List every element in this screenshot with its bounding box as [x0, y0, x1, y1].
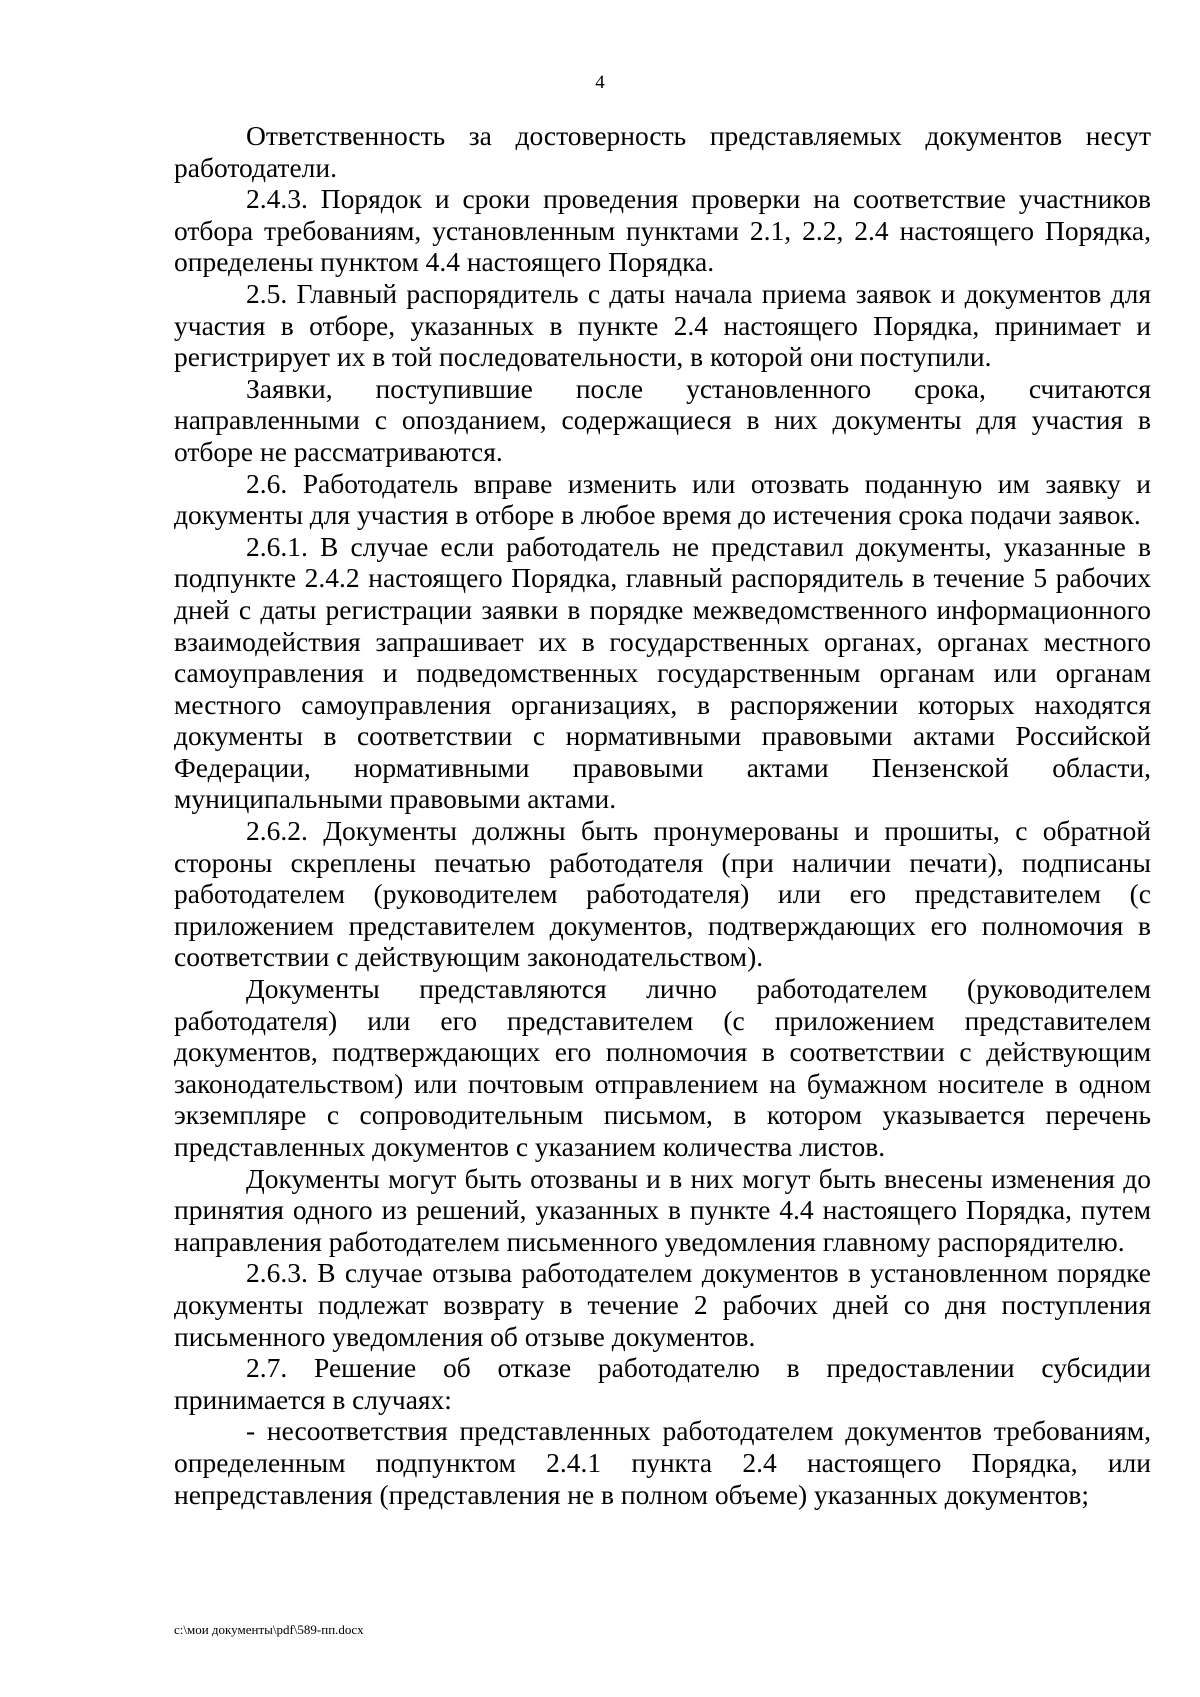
paragraph: 2.4.3. Порядок и сроки проведения проверки на соответствие участников отбора требованиям, установленным пунктами 2.1, 2.2, 2.4 настоящего Порядка, определены пунктом 4.4 настоящего Порядка. — [174, 183, 1151, 278]
paragraph: Документы представляются лично работодателем (руководителем работодателя) или его представителем (с приложением представителем документов, подтверждающих его полномочия в соответствии с действующим законодательством) или почтовым отправлением на бумажном носителе в одном экземпляре с сопроводительным письмом, в котором указывается перечень представленных документов с указанием количества листов. — [174, 973, 1151, 1162]
footer-file-path: c:\мои документы\pdf\589-пп.docx — [174, 1622, 364, 1637]
paragraph: Документы могут быть отозваны и в них могут быть внесены изменения до принятия одного из решений, указанных в пункте 4.4 настоящего Порядка, путем направления работодателем письменного уведомления главному распорядителю. — [174, 1162, 1151, 1257]
document-body — [174, 120, 1151, 1510]
paragraph: 2.6.3. В случае отзыва работодателем документов в установленном порядке документы подлежат возврату в течение 2 рабочих дней со дня поступления письменного уведомления об отзыве документов. — [174, 1257, 1151, 1352]
paragraph: 2.5. Главный распорядитель с даты начала приема заявок и документов для участия в отборе, указанных в пункте 2.4 настоящего Порядка, принимает и регистрирует их в той последовательности, в которой они поступили. — [174, 277, 1151, 373]
paragraph: 2.6. Работодатель вправе изменить или отозвать поданную им заявку и документы для участия в отборе в любое время до истечения срока подачи заявок. — [174, 467, 1151, 531]
paragraph: - несоответствия представленных работодателем документов требованиям, определенным подпунктом 2.4.1 пункта 2.4 настоящего Порядка, или непредставления (представления не в полном объеме) указанных документов; — [174, 1415, 1151, 1510]
page-number: 4 — [595, 72, 605, 93]
paragraph: 2.6.2. Документы должны быть пронумерованы и прошиты, с обратной стороны скреплены печатью работодателя (при наличии печати), подписаны работодателем (руководителем работодателя) или его представителем (с приложением представителем документов, подтверждающих его полномочия в соответствии с действующим законодательством). — [174, 815, 1151, 973]
paragraph: Заявки, поступившие после установленного срока, считаются направленными с опозданием, содержащиеся в них документы для участия в отборе не рассматриваются. — [174, 372, 1151, 467]
paragraph: Ответственность за достоверность представляемых документов несут работодатели. — [174, 120, 1151, 183]
paragraph: 2.6.1. В случае если работодатель не представил документы, указанные в подпункте 2.4.2 настоящего Порядка, главный распорядитель в течение 5 рабочих дней с даты регистрации заявки в порядке межведомственного информационного взаимодействия запрашивает их в государственных органах, органах местного самоуправления и подведомственных государственным органам или органам местного самоуправления организациях, в распоряжении которых находятся документы в соответствии с нормативными правовыми актами Российской Федерации, нормативными правовыми актами Пензенской области, муниципальными правовыми актами. — [174, 530, 1151, 815]
paragraph: 2.7. Решение об отказе работодателю в предоставлении субсидии принимается в случаях: — [174, 1352, 1151, 1415]
